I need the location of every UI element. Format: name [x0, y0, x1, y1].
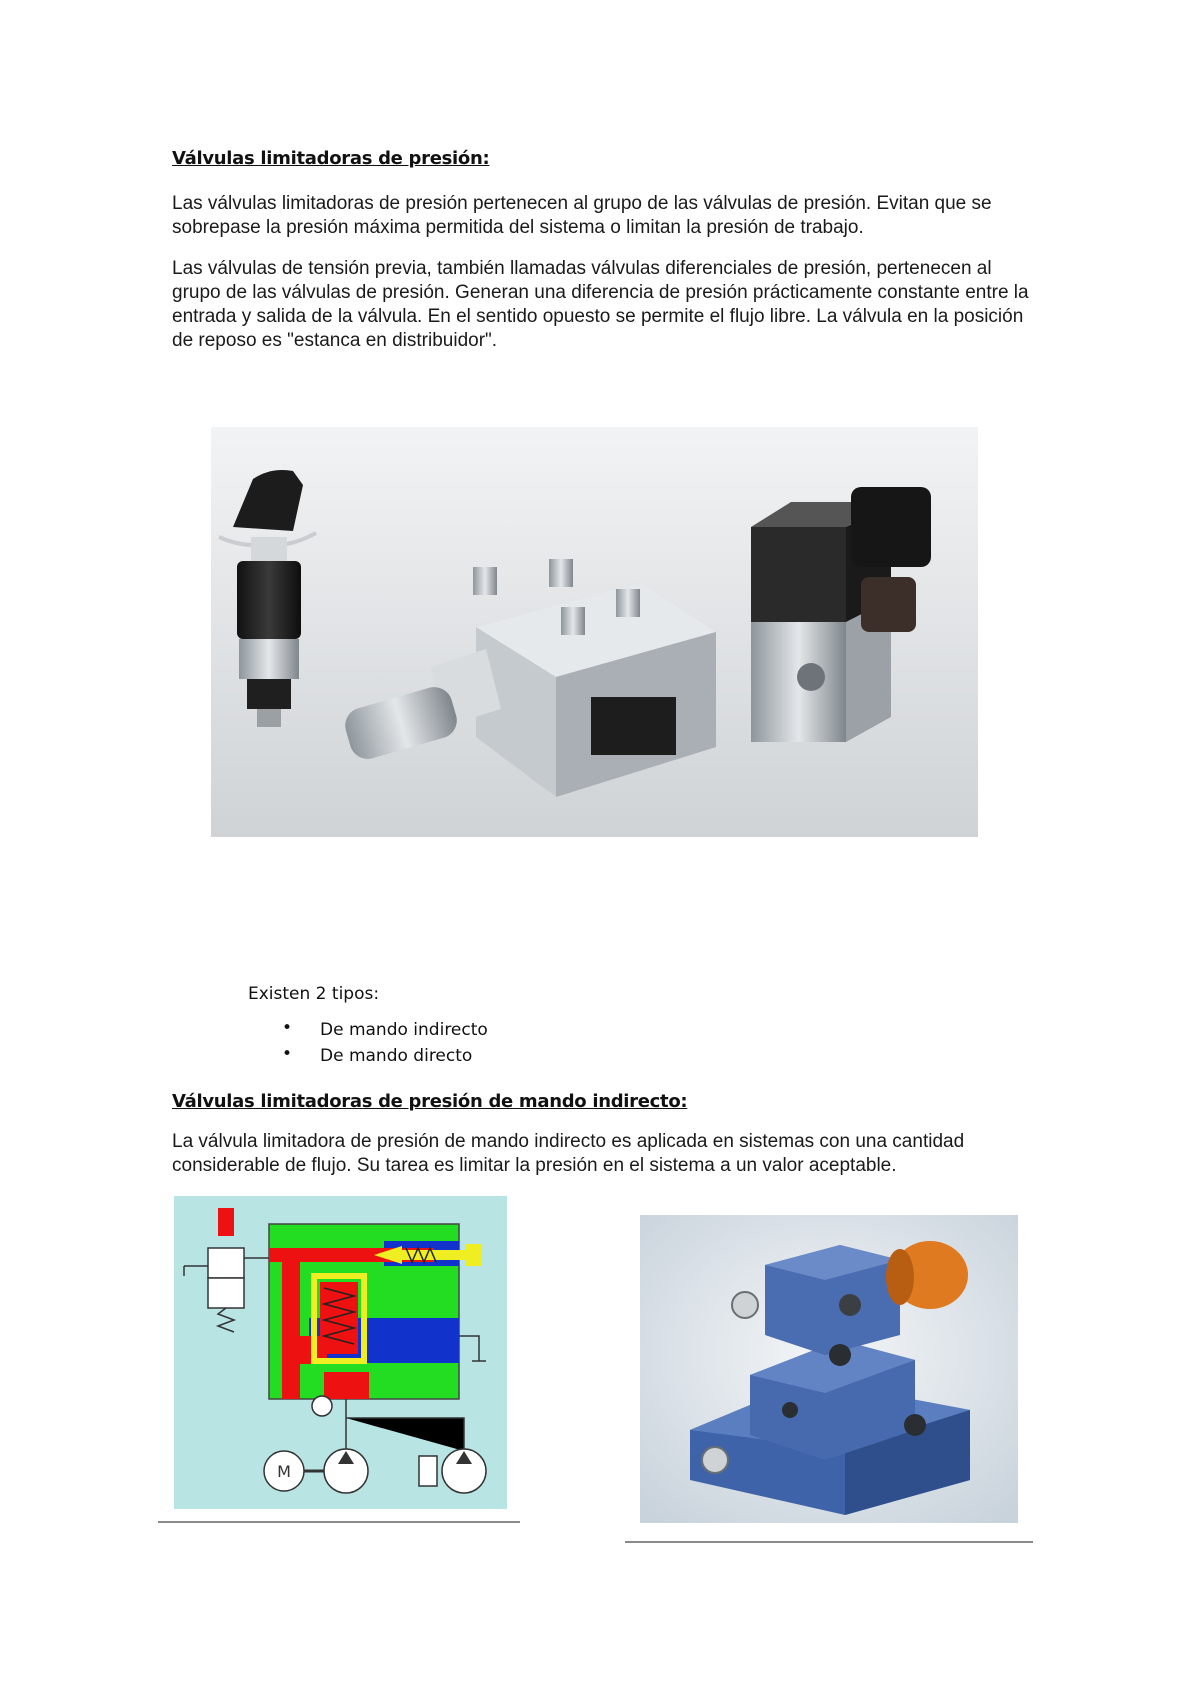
- tension-paragraph: Las válvulas de tensión previa, también llamadas válvulas diferenciales de presión, pertenecen al grupo de las válvulas de presión. Generan una diferencia de presión prácticamente constante entre la entrada y salida de la válvula. En el sentido opuesto se permite el flujo libre. La válvula en la posición de reposo es "estanca en distribuidor".: [172, 258, 1029, 351]
- bullet-icon: •: [282, 1018, 293, 1038]
- section-heading-indirect: Válvulas limitadoras de presión de mando indirecto:: [172, 1091, 688, 1112]
- bullet-icon: •: [282, 1044, 293, 1064]
- hydraulic-schematic: [174, 1196, 507, 1509]
- valves-photo: [211, 427, 978, 837]
- image-caption-rule: [625, 1541, 1033, 1543]
- intro-paragraph: Las válvulas limitadoras de presión pertenecen al grupo de las válvulas de presión. Evitan que se sobrepase la presión máxima permitida del sistema o limitan la presión de trabajo.: [172, 193, 992, 238]
- section-heading: Válvulas limitadoras de presión:: [172, 148, 490, 169]
- indirect-paragraph: La válvula limitadora de presión de mando indirecto es aplicada en sistemas con una cantidad considerable de flujo. Su tarea es limitar la presión en el sistema a un valor aceptable.: [172, 1131, 965, 1176]
- indirect-valve-photo: [640, 1215, 1018, 1523]
- list-item: De mando directo: [320, 1046, 473, 1066]
- image-caption-rule: [158, 1521, 520, 1523]
- types-intro: Existen 2 tipos:: [248, 984, 380, 1004]
- list-item: De mando indirecto: [320, 1020, 488, 1040]
- motor-label: M: [277, 1462, 291, 1481]
